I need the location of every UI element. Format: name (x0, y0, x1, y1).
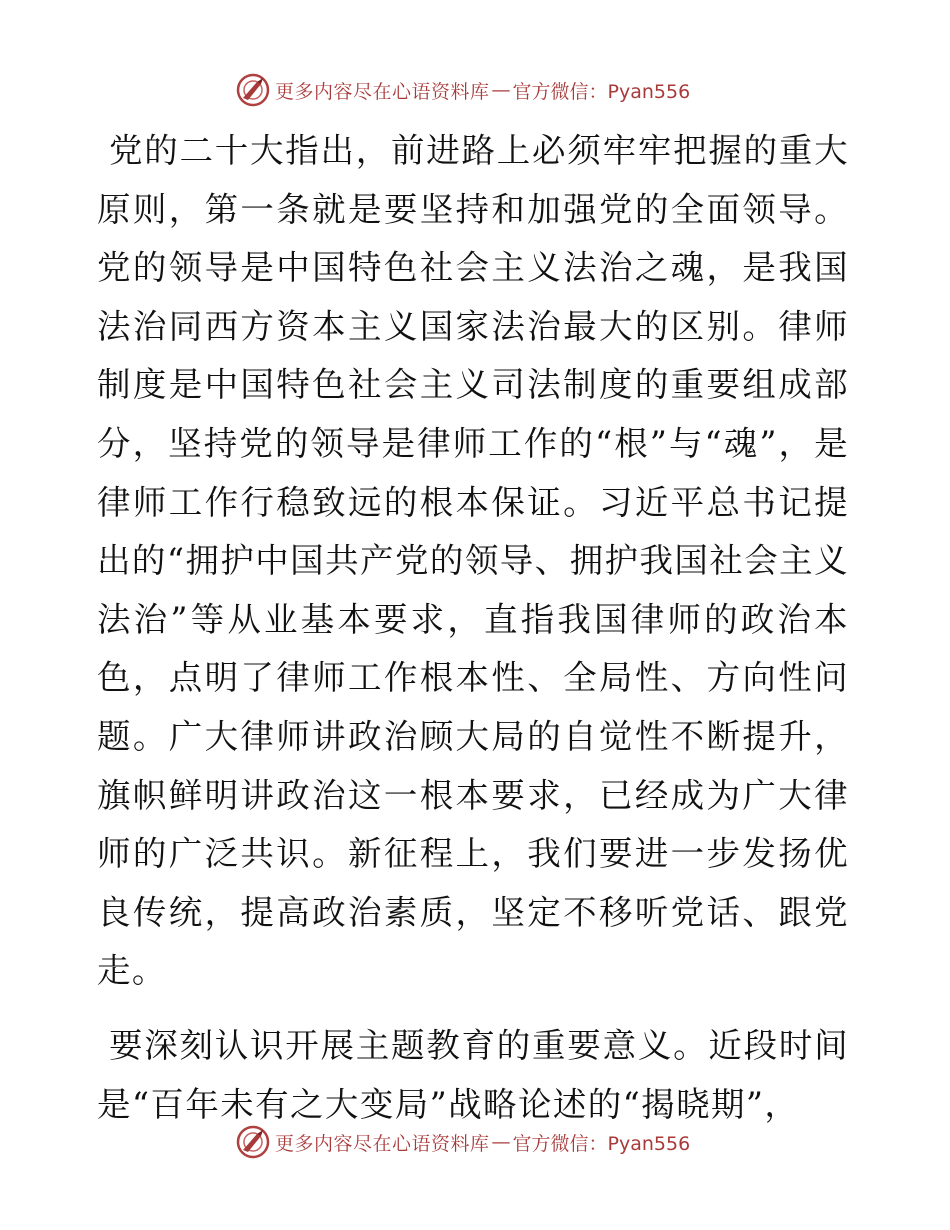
header-site-text: 更多内容尽在心语资料库 (275, 80, 490, 103)
brand-logo-icon (235, 1124, 271, 1160)
header-wechat-text: 官方微信：Pyan556 (512, 80, 691, 103)
footer-wechat-text: 官方微信：Pyan556 (512, 1132, 691, 1155)
footer-site-text: 更多内容尽在心语资料库 (275, 1132, 490, 1155)
paragraph-1: 党的二十大指出，前进路上必须牢牢把握的重大原则，第一条就是要坚持和加强党的全面领导。党的领导是中国特色社会主义法治之魂，是我国法治同西方资本主义国家法治最大的区别。律师制度是中国特色社会主义司法制度的重要组成部分，坚持党的领导是律师工作的“根”与“魂”，是律师工作行稳致远的根本保证。习近平总书记提出的“拥护中国共产党的领导、拥护我国社会主义法治”等从业基本要求，直指我国律师的政治本色，点明了律师工作根本性、全局性、方向性问题。广大律师讲政治顾大局的自觉性不断提升，旗帜鲜明讲政治这一根本要求，已经成为广大律师的广泛共识。新征程上，我们要进一步发扬优良传统，提高政治素质，坚定不移听党话、跟党走。 (97, 131, 849, 991)
header-dash: — (491, 79, 511, 101)
footer-banner (235, 1122, 715, 1162)
header-banner (235, 70, 715, 110)
brand-logo-icon (235, 72, 271, 108)
footer-dash: — (491, 1131, 511, 1153)
paragraph-2: 要深刻认识开展主题教育的重要意义。近段时间是“百年未有之大变局”战略论述的“揭晓期”， (97, 1025, 849, 1124)
document-body (97, 122, 849, 1134)
